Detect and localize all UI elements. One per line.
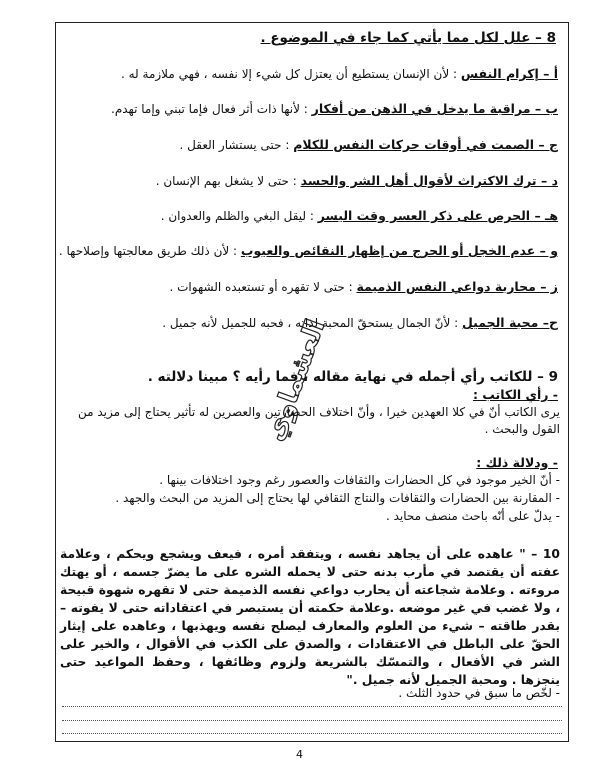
q8-item-a <box>88 66 558 81</box>
q8-title: 8 – علل لكل مما يأتي كما جاء في الموضوع . <box>260 30 556 46</box>
q8-item-g-text: : حتى لا تقهره أو تستعبده الشهوات . <box>169 280 357 294</box>
q10-passage: 10 – " عاهده على أن يجاهد نفسه ، ويتفقد أمره ، فيعف ويشجع ويحكم ، وعلامة عفته أن يقتصد في مأرب بدنه حتى لا يحمله الشره على ما يضرّ جسمه ، أو يهتك مروءته . وعلامة شجاعته أن يحارب دواعي نفسه الذميمة حتى لا تقهره شهوة قبيحة ، ولا غضب في غير موضعه .وعلامة حكمته أن يستبصر في اعتقاداته حتى لا يفوته – بقدر طاقته – شيء من العلوم والمعارف ليصلح نفسه ويهذبها ، وعاهده على إيثار الحقّ على الباطل في الاعتقادات ، والصدق على الكذب في الأقوال ، والخير على الشر في الأفعال ، والتمسّك بالشريعة ولزوم وظائفها ، وحفظ المواعيد حتى ينجزها . ومحبة الجميل لأنه جميل ." <box>60 547 560 687</box>
q9-point-1: - أنّ الخير موجود في كل الحضارات والثقافات والعصور رغم وجود اختلافات بينها . <box>159 473 560 487</box>
q9-meaning-label: - ودلالة ذلك : <box>476 455 558 470</box>
q9-point-3: - يدلّ على أنّه باحث منصف محايد . <box>386 509 560 523</box>
q8-item-b <box>88 101 558 116</box>
q8-item-c-text: : حتى يستشار العقل . <box>179 138 294 152</box>
q8-item-b-text: : لأنها ذات أثر فعال فإما تبني وإما تهدم. <box>111 102 312 116</box>
q8-item-c-label: ج – الصمت في أوقات حركات النفس للكلام <box>293 137 558 152</box>
answer-line-3 <box>62 733 562 734</box>
q8-item-d-text: : حتى لا يشغل بهم الإنسان . <box>155 174 301 188</box>
q9-title: 9 – للكاتب رأي أجمله في نهاية مقاله ، فما رأيه ؟ مبينا دلالته . <box>147 369 558 385</box>
answer-line-1 <box>62 706 562 707</box>
q8-item-f-label: و – عدم الخجل أو الحرج من إظهار النقائص والعيوب <box>240 243 558 258</box>
q8-item-e-label: هـ – الحرص على ذكر العسر وقت اليسر <box>317 208 558 223</box>
q8-item-e <box>88 208 558 223</box>
watermark-text: العشماوي <box>259 318 332 446</box>
page-number: 4 <box>296 748 303 761</box>
q8-item-d-label: د – ترك الاكتراث لأقوال أهل الشر والحسد <box>300 173 558 188</box>
q8-item-c <box>88 137 558 152</box>
q8-item-g-label: ز – محاربة دواعي النفس الذميمة <box>356 279 558 294</box>
q10-task: - لخّص ما سبق في حدود الثلث . <box>398 686 560 700</box>
q9-opinion-label: - رأي الكاتب : <box>472 387 558 402</box>
q8-item-f-text: : لأن ذلك طريق معالجتها وإصلاحها . <box>58 244 241 258</box>
q9-opinion-text: يرى الكاتب أنّ في كلا العهدين خيرا ، وأنّ اختلاف الحضارتين والعصرين له تأثير يحتاج إلى مزيد من القول والبحث . <box>77 405 560 436</box>
q8-item-e-text: : ليقل البغي والظلم والعدوان . <box>160 209 318 223</box>
q9-point-2: - المقارنة بين الحضارات والثقافات والنتاج الثقافي لها يحتاج إلى المزيد من البحث والجهد . <box>115 491 560 505</box>
q8-item-a-text: : لأن الإنسان يستطيع أن يعتزل كل شيء إلا نفسه ، فهي ملازمة له . <box>120 67 461 81</box>
q8-item-a-label: أ – إكرام النفس <box>460 66 558 81</box>
q8-item-h-label: ح– محبة الجميل <box>461 315 558 330</box>
q8-item-h-text: : لأنّ الجمال يستحقّ المحبة لذاته ، فحبه للجميل لأنه جميل . <box>162 316 462 330</box>
q8-item-f <box>58 243 558 258</box>
answer-line-2 <box>62 720 562 721</box>
q8-item-d <box>88 173 558 188</box>
q8-item-b-label: ب – مراقبة ما يدخل في الذهن من أفكار <box>311 101 558 116</box>
q8-item-g <box>88 279 558 294</box>
